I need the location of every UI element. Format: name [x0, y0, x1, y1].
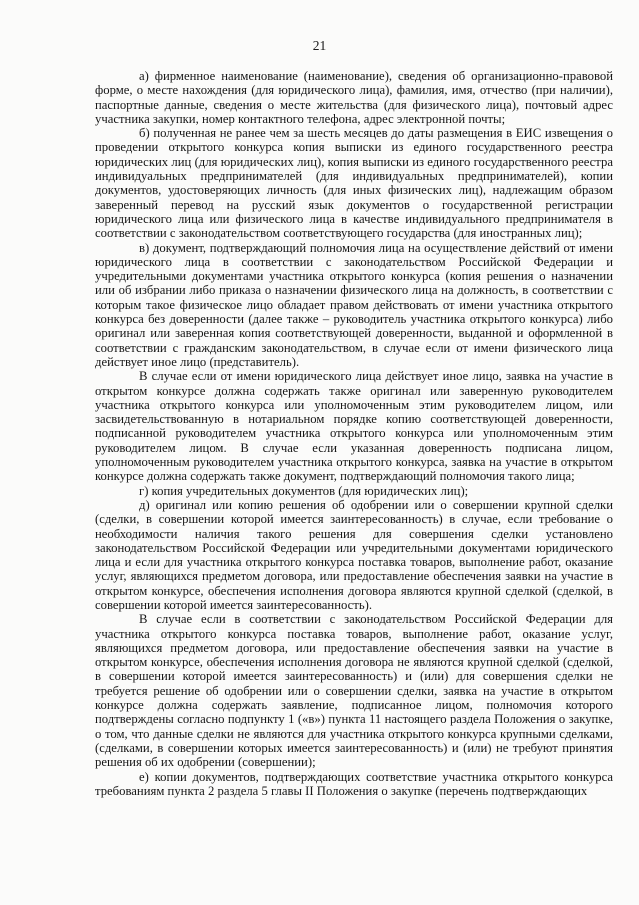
paragraph-major-transaction: В случае если в соответствии с законодательством Российской Федерации для участника открытого конкурса поставка товаров, выполнение работ, оказание услуг, являющихся предметом договора, или предоставление обеспечения заявки на участие в открытом конкурсе, обеспечения исполнения договора не являются крупной сделкой (сделкой, в совершении которой имеется заинтересованность) и (или) для совершения сделки не требуется решение об одобрении или о совершении сделки, заявка на участие в открытом конкурсе должна содержать заявление, подписанное лицом, полномочия которого подтверждены согласно подпункту 1 («в») пункта 11 настоящего раздела Положения о закупке, о том, что данные сделки не являются для участника открытого конкурса крупными сделками, (сделками, в совершении которых имеется заинтересованность) и (или) не требуют принятия решения об их одобрении (совершении);	[95, 612, 613, 770]
paragraph-g: г) копия учредительных документов (для юридических лиц);	[139, 483, 469, 498]
paragraph-a: а) фирменное наименование (наименование), сведения об организационно-правовой форме, о месте нахождения (для юридического лица), фамилия, имя, отчество (при наличии), паспортные данные, сведения о месте жительства (для физического лица), почтовый адрес участника закупки, номер контактного телефона, адрес электронной почты;	[95, 69, 613, 126]
page-number: 21	[312, 38, 327, 53]
paragraph-v: в) документ, подтверждающий полномочия лица на осуществление действий от имени юридического лица в соответствии с законодательством Российской Федерации и учредительными документами участника открытого конкурса (копия решения о назначении или об избрании либо приказа о назначении физического лица на должность, в соответствии с которым такое физическое лицо обладает правом действовать от имени участника открытого конкурса без доверенности (далее также – руководитель участника открытого конкурса) либо оригинал или заверенная копия соответствующей доверенности, выданной и оформленной в соответствии с гражданским законодательством, в случае если от имени физического лица действует иное лицо (представитель).	[95, 240, 613, 369]
paragraph-b: б) полученная не ранее чем за шесть месяцев до даты размещения в ЕИС извещения о проведении открытого конкурса копия выписки из единого государственного реестра юридических лиц (для юридических лиц), копия выписки из единого государственного реестра индивидуальных предпринимателей (для индивидуальных предпринимателей), копии документов, удостоверяющих личность (для иных физических лиц), надлежащим образом заверенный перевод на русский язык документов о государственной регистрации юридического лица или физического лица в качестве индивидуального предпринимателя в соответствии с законодательством соответствующего государства (для иностранных лиц);	[95, 126, 613, 241]
document-body	[95, 69, 613, 798]
paragraph-power-of-attorney: В случае если от имени юридического лица действует иное лицо, заявка на участие в открытом конкурсе должна содержать также оригинал или заверенную руководителем участника открытого конкурса или уполномоченным этим руководителем лицом, или засвидетельствованную в нотариальном порядке копию соответствующей доверенности, подписанной руководителем участника открытого конкурса или уполномоченным этим руководителем лицом. В случае если указанная доверенность подписана лицом, уполномоченным руководителем участника открытого конкурса, заявка на участие в открытом конкурсе должна содержать также документ, подтверждающий полномочия такого лица;	[95, 369, 613, 484]
paragraph-d: д) оригинал или копию решения об одобрении или о совершении крупной сделки (сделки, в совершении которой имеется заинтересованность) в случае, если требование о необходимости наличия такого решения для совершения сделки установлено законодательством Российской Федерации или учредительными документами юридического лица и если для участника открытого конкурса поставка товаров, выполнение работ, оказание услуг, являющихся предметом договора, или предоставление обеспечения заявки на участие в открытом конкурсе, обеспечения исполнения договора являются крупной сделкой (сделкой, в совершении которой имеется заинтересованность).	[95, 497, 613, 612]
paragraph-e: е) копии документов, подтверждающих соответствие участника открытого конкурса требованиям пункта 2 раздела 5 главы II Положения о закупке (перечень подтверждающих	[95, 769, 613, 798]
